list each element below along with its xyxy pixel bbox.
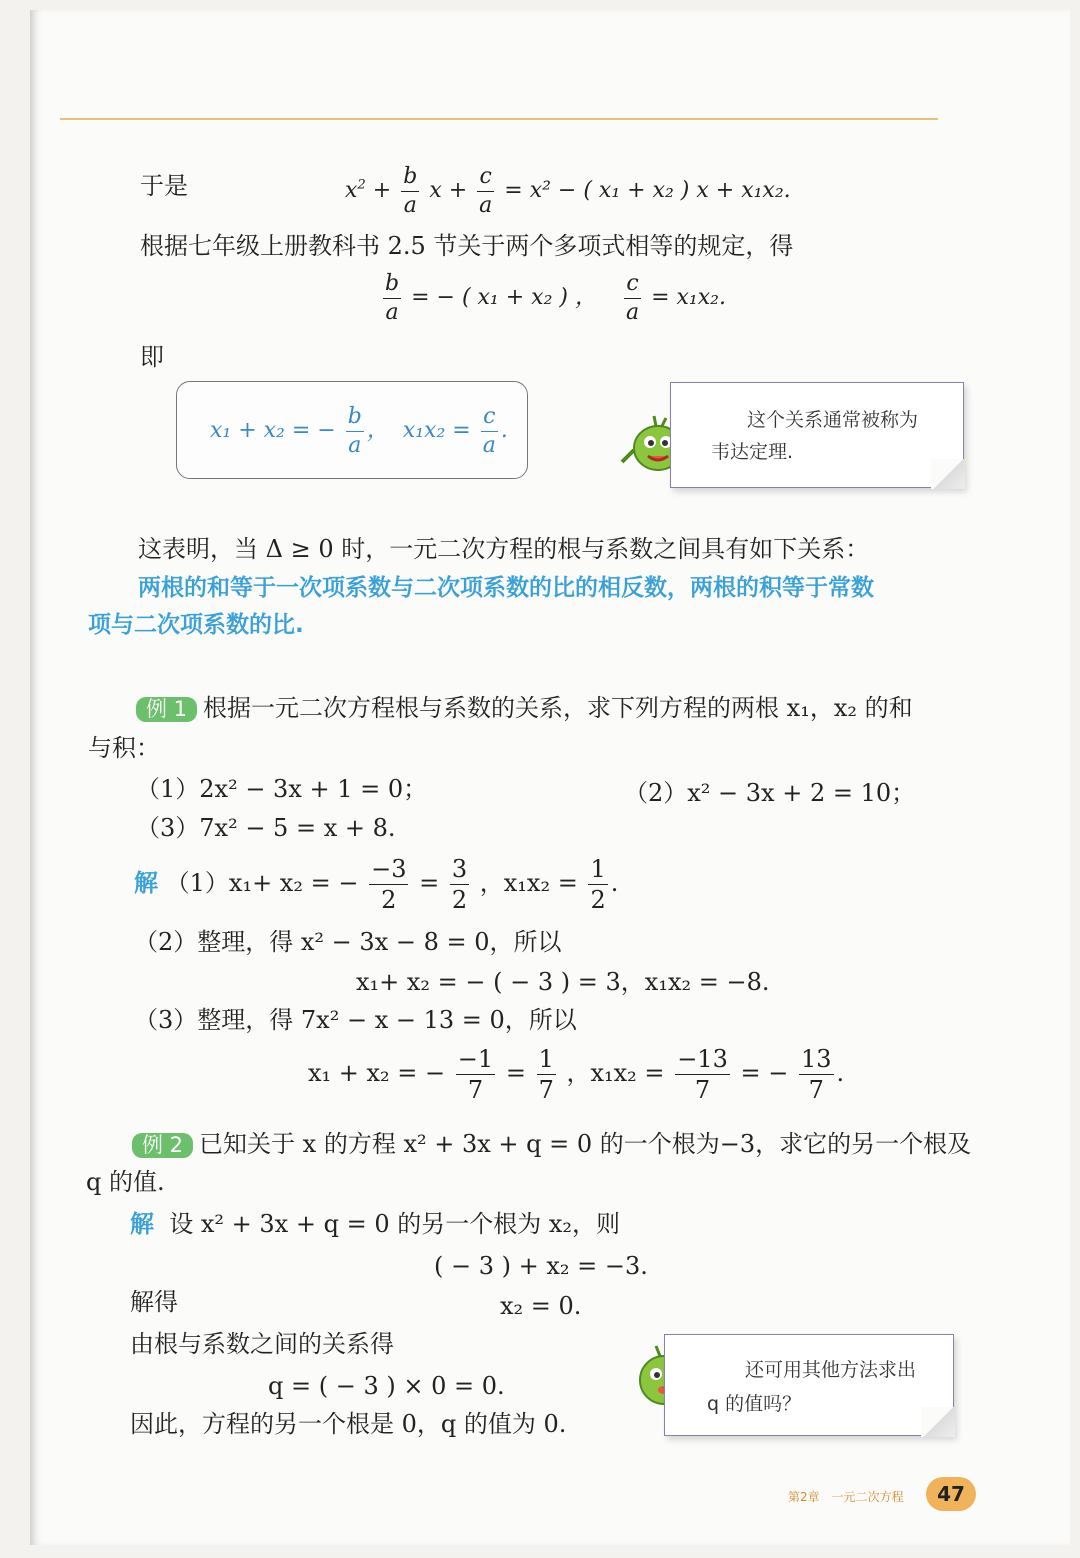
note-other-line1: 还可用其他方法求出 xyxy=(745,1359,917,1381)
example-1-tag: 例 1 xyxy=(136,697,197,722)
example-2-text2: q 的值. xyxy=(86,1168,165,1196)
problem-3: （3）7x² − 5 = x + 8. xyxy=(136,814,396,842)
sol3-d2: 7 xyxy=(538,1076,554,1104)
page-curl xyxy=(931,459,965,489)
equation-2 xyxy=(380,270,726,326)
sol1-b: ，x₁x₂ = xyxy=(479,869,578,897)
example-1 xyxy=(136,694,913,723)
ex2-s1: 设 x² + 3x + q = 0 的另一个根为 x₂，则 xyxy=(169,1210,621,1238)
solution-3b: x₁ + x₂ = − $\frac{-1}{7}$ = $\frac{1}{7}$ ，x₁x₂ = $\frac{-13}{7}$ = − $\frac{13}{7}$ . xyxy=(308,1045,845,1104)
box-den-a2: a xyxy=(482,432,496,458)
text-yushi: 于是 xyxy=(140,172,188,200)
sol3-d3: 7 xyxy=(694,1076,711,1104)
example-2-text: 已知关于 x 的方程 x² + 3x + q = 0 的一个根为−3，求它的另一个根及 xyxy=(199,1130,972,1158)
sol1-n1: −3 xyxy=(371,855,407,883)
sol1-d2: 2 xyxy=(451,886,468,914)
ex2-solution-1 xyxy=(130,1210,620,1239)
problem-2: （2）x² − 3x + 2 = 10； xyxy=(624,779,916,807)
eq2-num-c: c xyxy=(624,270,641,299)
text-genju: 根据七年级上册教科书 2.5 节关于两个多项式相等的规定，得 xyxy=(140,232,794,260)
frac-num-c: c xyxy=(477,163,494,192)
sol1-d1: 2 xyxy=(381,886,397,914)
ex2-solved-label: 解得 xyxy=(130,1288,178,1316)
sol3-n2: 1 xyxy=(538,1045,554,1073)
note-vieta xyxy=(670,382,964,488)
solution-2a: （2）整理，得 x² − 3x − 8 = 0，所以 xyxy=(134,928,562,956)
eq2-num-b: b xyxy=(383,270,401,299)
eq2-den-a2: a xyxy=(625,299,640,325)
eq1-rhs: = x² − ( x₁ + x₂ ) x + x₁x₂. xyxy=(504,178,791,203)
sol3-lhs: x₁ + x₂ = − xyxy=(308,1059,446,1087)
box-den-a: a xyxy=(348,432,362,458)
box-lhs2: x₁x₂ = xyxy=(402,418,471,443)
ex2-solution-label: 解 xyxy=(130,1210,154,1238)
box-num-c: c xyxy=(481,403,498,432)
text-statement: 这表明，当 Δ ≥ 0 时，一元二次方程的根与系数之间具有如下关系： xyxy=(138,535,870,563)
example-1-text: 根据一元二次方程根与系数的关系，求下列方程的两根 x₁，x₂ 的和 xyxy=(203,694,913,722)
sol1-n2: 3 xyxy=(451,855,468,883)
box-lhs1: x₁ + x₂ = − xyxy=(210,418,336,443)
vieta-formula: x₁ + x₂ = − $\frac{b}{a}$ ， x₁x₂ = $\frac{c}{a}$ . xyxy=(210,404,508,458)
page-curl-2 xyxy=(921,1407,955,1437)
sol3-n1: −1 xyxy=(457,1045,494,1073)
header-rule xyxy=(60,118,938,120)
example-2-tag: 例 2 xyxy=(132,1133,193,1158)
page-number: 47 xyxy=(926,1477,976,1511)
note-other-line2: q 的值吗？ xyxy=(707,1393,802,1415)
eq2-den-a: a xyxy=(385,299,399,325)
frac-num-b: b xyxy=(401,163,419,192)
sol3-mid: ，x₁x₂ = xyxy=(566,1059,665,1087)
note-vieta-line1: 这个关系通常被称为 xyxy=(747,409,919,431)
ex2-solution-6: 因此，方程的另一个根是 0，q 的值为 0. xyxy=(130,1410,567,1438)
sol3-d1: 7 xyxy=(467,1076,484,1104)
frac-den-a: a xyxy=(403,192,417,218)
chapter-footer: 第2章 一元二次方程 xyxy=(788,1490,904,1504)
theorem-line1: 两根的和等于一次项系数与二次项系数的比的相反数，两根的积等于常数 xyxy=(138,575,874,601)
solution-1: 解 （1）x₁+ x₂ = − $\frac{-3}{2}$ = $\frac{3}{2}$ ，x₁x₂ = $\frac{1}{2}$ . xyxy=(134,855,619,914)
theorem-line2: 项与二次项系数的比. xyxy=(88,612,304,638)
frac-den-a2: a xyxy=(479,192,493,218)
sol1-d3: 2 xyxy=(590,886,606,914)
sol1-a: （1）x₁+ x₂ = − xyxy=(165,869,359,897)
sol3-d4: 7 xyxy=(808,1076,824,1104)
text-ji: 即 xyxy=(140,343,164,371)
solution-3a: （3）整理，得 7x² − x − 13 = 0，所以 xyxy=(134,1006,577,1034)
sol3-n3: −13 xyxy=(677,1045,728,1073)
ex2-solution-4: 由根与系数之间的关系得 xyxy=(130,1330,394,1358)
sol3-n4: 13 xyxy=(800,1045,832,1073)
solution-2b: x₁+ x₂ = − ( − 3 ) = 3，x₁x₂ = −8. xyxy=(356,968,770,996)
note-other-method xyxy=(664,1334,954,1436)
solution-label: 解 xyxy=(134,869,158,897)
equation-1: $x^2$ + $\frac{b}{a}$ x + $\frac{c}{a}$ = x² − ( x₁ + x₂ ) x + x₁x₂. xyxy=(345,164,791,218)
ex2-solution-3: x₂ = 0. xyxy=(500,1292,582,1320)
ex2-solution-2: ( − 3 ) + x₂ = −3. xyxy=(434,1252,648,1280)
box-num-b: b xyxy=(346,403,364,432)
note-vieta-line2: 韦达定理. xyxy=(711,441,794,463)
eq2-rhs1: = − ( x₁ + x₂ ) ， xyxy=(411,285,597,310)
example-2 xyxy=(132,1130,971,1159)
eq2-rhs2: = x₁x₂. xyxy=(651,285,726,310)
ex2-solution-5: q = ( − 3 ) × 0 = 0. xyxy=(268,1372,505,1400)
sol1-n3: 1 xyxy=(590,855,606,883)
problem-1: （1）2x² − 3x + 1 = 0； xyxy=(136,775,428,803)
example-1-text2: 与积： xyxy=(88,734,160,762)
